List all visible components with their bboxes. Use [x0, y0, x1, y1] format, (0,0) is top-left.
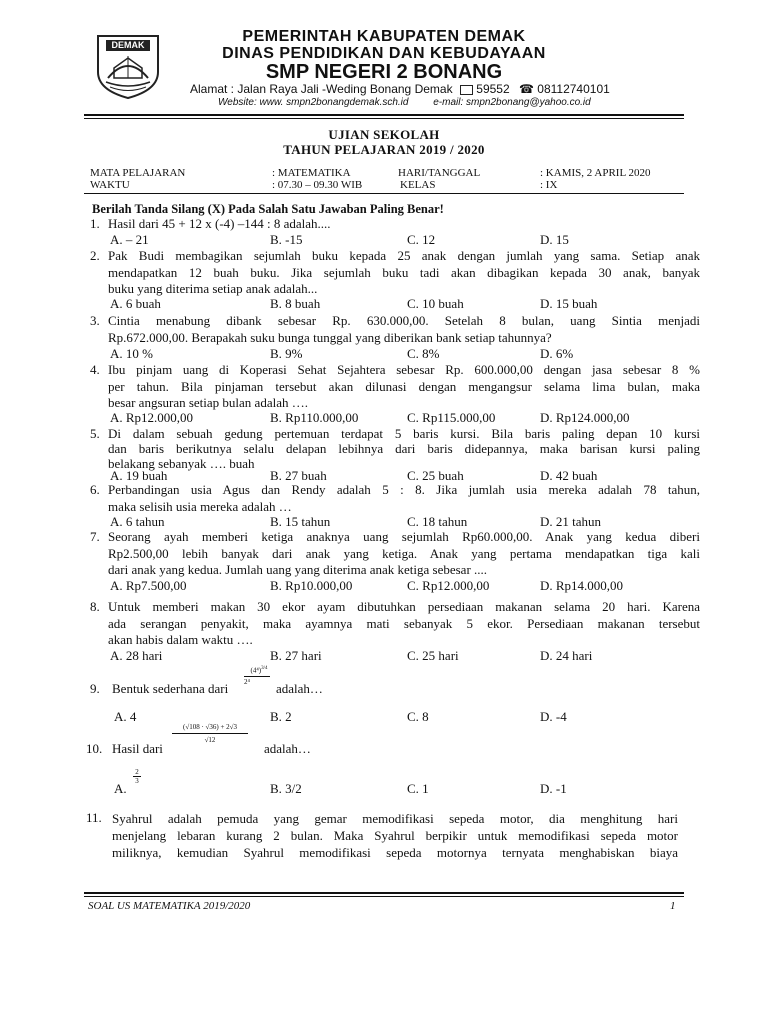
option-c[interactable]: C. Rp12.000,00 — [407, 578, 490, 593]
question-suffix: adalah… — [264, 741, 311, 756]
option-c[interactable]: C. 25 hari — [407, 648, 459, 663]
question-text: Perbandingan usia Agus dan Rendy adalah 5 : 8. Jika jumlah usia mereka adalah 78 tahun, maka selisih usia mereka adalah … — [108, 482, 700, 514]
option-a[interactable]: A. 6 tahun — [110, 514, 165, 529]
question-number: 2. — [90, 248, 100, 263]
option-a[interactable]: A. — [114, 781, 127, 796]
contact-line — [218, 97, 591, 108]
option-a[interactable]: A. Rp7.500,00 — [110, 578, 187, 593]
instruction: Berilah Tanda Silang (X) Pada Salah Satu Jawaban Paling Benar! — [92, 202, 444, 216]
subject-value: : MATEMATIKA — [272, 167, 351, 179]
option-c[interactable]: C. 25 buah — [407, 468, 464, 483]
option-a[interactable]: A. 4 — [114, 709, 137, 724]
option-d[interactable]: D. Rp124.000,00 — [540, 410, 630, 425]
option-a[interactable]: A. 28 hari — [110, 648, 163, 663]
option-a-fraction — [133, 768, 141, 785]
question-number: 4. — [90, 362, 100, 377]
question-number: 3. — [90, 313, 100, 328]
footer-divider — [84, 892, 684, 894]
department-title: DINAS PENDIDIKAN DAN KEBUDAYAAN — [222, 45, 546, 62]
header-divider-thin — [84, 118, 684, 119]
option-b[interactable]: B. 27 buah — [270, 468, 327, 483]
question-text: Seorang ayah memberi ketiga anaknya uang sejumlah Rp60.000,00. Anak yang kedua diberi Rp2.500,00 lebih banyak dari anak yang ketiga. Anak yang pertama mendapatkan tiga kali dari anak yang kedua. Jumlah uang yang diterima anak ketiga sebesar .... — [108, 529, 700, 577]
footer-divider-thin — [84, 896, 684, 897]
option-b[interactable]: B. 27 hari — [270, 648, 322, 663]
question-text: Ibu pinjam uang di Koperasi Sehat Sejahtera sebesar Rp. 600.000,00 dengan jasa sebesar 8 % per tahun. Bila pinjaman tersebut akan dilunasi dengan mengangsur selama lima bulan, maka besar angsuran setiap bulan adalah …. — [108, 362, 700, 410]
option-b[interactable]: B. Rp10.000,00 — [270, 578, 353, 593]
question-text: Syahrul adalah pemuda yang gemar memodifikasi sepeda motor, dia menghitung hari menjelang lebaran kurang 2 bulan. Maka Syahrul berpikir untuk memodifikasi sepeda motor miliknya, kemudian Syahrul memodifikasi sepeda motornya ternyata menghabiskan biaya — [112, 811, 678, 860]
footer-title: SOAL US MATEMATIKA 2019/2020 — [88, 900, 251, 912]
option-d[interactable]: D. 15 buah — [540, 296, 598, 311]
day-value: : KAMIS, 2 APRIL 2020 — [540, 167, 651, 179]
option-b[interactable]: B. 3/2 — [270, 781, 302, 796]
fraction-formula — [172, 722, 248, 745]
question-text: Pak Budi membagikan sejumlah buku kepada 25 anak dengan jumlah yang sama. Setiap anak mendapatkan 12 buah buku. Jika sejumlah buku tadi akan dibagikan kepada 30 anak, banyak buku yang diterima setiap anak adalah... — [108, 248, 700, 296]
exam-year: TAHUN PELAJARAN 2019 / 2020 — [283, 142, 485, 157]
formula-numerator: (√108 · √36) + 2√3 — [183, 723, 237, 731]
option-d[interactable]: D. -4 — [540, 709, 567, 724]
question-text: Di dalam sebuah gedung pertemuan terdapat 5 baris kursi. Bila baris paling depan 10 kursi dan baris berikutnya selalu delapan lebihnya dari baris didepannya, maka barisan kursi paling belakang sebanyak …. buah — [108, 426, 700, 471]
formula-exponent: 3/4 — [261, 666, 268, 671]
fraction-formula — [244, 664, 274, 687]
mail-icon — [460, 85, 473, 95]
option-c[interactable]: C. 8% — [407, 346, 440, 361]
class-label: KELAS — [400, 179, 436, 191]
logo-text: DEMAK — [111, 40, 145, 50]
exam-title: UJIAN SEKOLAH — [328, 127, 440, 142]
question-number: 9. — [90, 681, 100, 696]
option-c[interactable]: C. Rp115.000,00 — [407, 410, 496, 425]
formula-denominator: √12 — [204, 736, 216, 744]
question-number: 10. — [86, 741, 103, 756]
email-link[interactable]: e-mail: smpn2bonang@yahoo.co.id — [433, 97, 591, 108]
option-d[interactable]: D. Rp14.000,00 — [540, 578, 624, 593]
option-b[interactable]: B. -15 — [270, 232, 303, 247]
page-number: 1 — [670, 900, 676, 912]
option-d[interactable]: D. 6% — [540, 346, 574, 361]
fraction-denominator: 3 — [135, 777, 139, 785]
question-text: Bentuk sederhana dari — [112, 681, 229, 696]
question-number: 1. — [90, 216, 100, 231]
question-text: Hasil dari 45 + 12 x (-4) –144 : 8 adalah.... — [108, 216, 331, 231]
option-b[interactable]: B. 9% — [270, 346, 303, 361]
option-a[interactable]: A. 19 buah — [110, 468, 168, 483]
header-divider — [84, 114, 684, 116]
option-b[interactable]: B. 15 tahun — [270, 514, 331, 529]
question-number: 7. — [90, 529, 100, 544]
government-title: PEMERINTAH KABUPATEN DEMAK — [242, 28, 526, 45]
school-name: SMP NEGERI 2 BONANG — [265, 61, 503, 83]
formula-numerator: $(4^4)^{3/4}$ — [250, 666, 268, 675]
address-line — [190, 82, 610, 96]
option-d[interactable]: D. -1 — [540, 781, 567, 796]
day-label: HARI/TANGGAL — [398, 167, 481, 179]
phone-icon: ☎ — [518, 82, 534, 96]
option-a[interactable]: A. 6 buah — [110, 296, 161, 311]
fraction-numerator: 2 — [135, 768, 139, 776]
phone-number: 08112740101 — [537, 82, 610, 96]
option-d[interactable]: D. 21 tahun — [540, 514, 602, 529]
option-c[interactable]: C. 1 — [407, 781, 429, 796]
option-a[interactable]: A. – 21 — [110, 232, 149, 247]
question-number: 8. — [90, 599, 100, 614]
question-text: Untuk memberi makan 30 ekor ayam dibutuhkan persediaan makanan selama 20 hari. Karena ada serangan penyakit, maka ayamnya mati sebanyak 5 ekor. Persediaan makanan tersebut akan habis dalam waktu …. — [108, 599, 700, 647]
class-value: : IX — [540, 179, 558, 191]
option-c[interactable]: C. 12 — [407, 232, 436, 247]
option-b[interactable]: B. 2 — [270, 709, 292, 724]
question-number: 5. — [90, 426, 100, 441]
option-d[interactable]: D. 15 — [540, 232, 569, 247]
time-value: : 07.30 – 09.30 WIB — [272, 179, 363, 191]
option-c[interactable]: C. 8 — [407, 709, 429, 724]
option-c[interactable]: C. 10 buah — [407, 296, 464, 311]
option-b[interactable]: B. 8 buah — [270, 296, 321, 311]
question-text: Hasil dari — [112, 741, 163, 756]
option-d[interactable]: D. 42 buah — [540, 468, 598, 483]
question-text: Cintia menabung dibank sebesar Rp. 630.000,00. Setelah 8 bulan, uang Sintia menjadi Rp.672.000,00. Berapakah suku bunga tunggal yang diberikan bank setiap tahunnya? — [108, 313, 700, 345]
time-label: WAKTU — [90, 179, 130, 191]
option-b[interactable]: B. Rp110.000,00 — [270, 410, 359, 425]
option-a[interactable]: A. Rp12.000,00 — [110, 410, 194, 425]
question-suffix: adalah… — [276, 681, 323, 696]
question-number: 6. — [90, 482, 100, 497]
subject-label: MATA PELAJARAN — [90, 167, 186, 179]
meta-divider — [84, 193, 684, 194]
address-text: Alamat : Jalan Raya Jali -Weding Bonang Demak — [190, 82, 453, 96]
option-d[interactable]: D. 24 hari — [540, 648, 593, 663]
formula-denominator: 2⁴ — [244, 678, 250, 687]
postal-code: 59552 — [476, 82, 510, 96]
question-number: 11. — [86, 810, 102, 825]
option-c[interactable]: C. 18 tahun — [407, 514, 468, 529]
website-link[interactable]: Website: www. smpn2bonangdemak.sch.id — [218, 97, 409, 108]
option-a[interactable]: A. 10 % — [110, 346, 153, 361]
